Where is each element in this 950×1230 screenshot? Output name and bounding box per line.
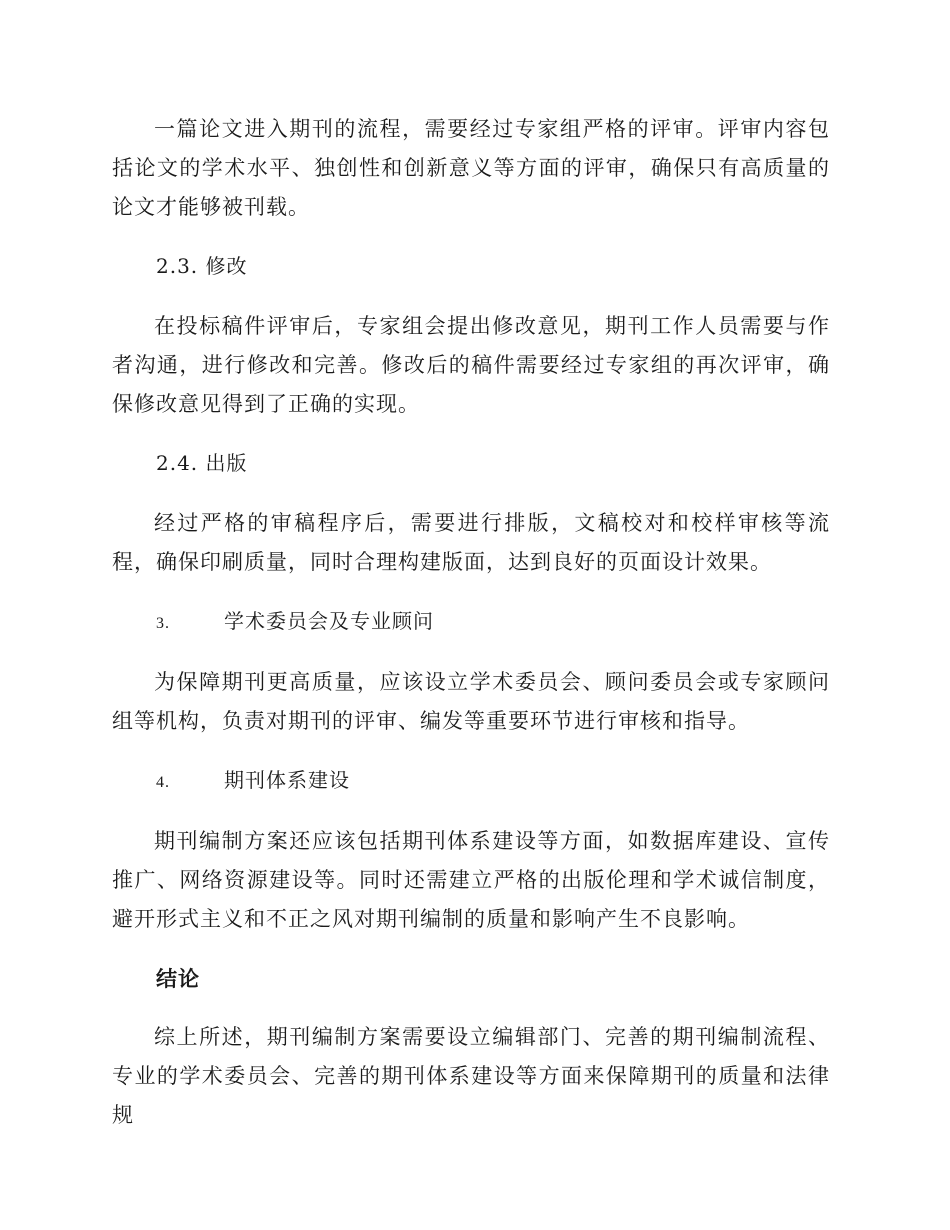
paragraph-committee: 为保障期刊更高质量，应该设立学术委员会、顾问委员会或专家顾问组等机构，负责对期刊的评审、编发等重要环节进行审核和指导。 [112,670,830,733]
section-heading-2-4 [112,444,830,484]
paragraph-review: 一篇论文进入期刊的流程，需要经过专家组严格的评审。评审内容包括论文的学术水平、独创性和创新意义等方面的评审，确保只有高质量的论文才能够被刊载。 [112,117,830,219]
section-number-3: 3. [156,615,170,632]
section-title-4: 期刊体系建设 [224,768,350,792]
section-heading-3 [112,602,830,643]
paragraph-conclusion: 综上所述，期刊编制方案需要设立编辑部门、完善的期刊编制流程、专业的学术委员会、完善的期刊体系建设等方面来保障期刊的质量和法律规 [112,1025,830,1127]
section-number-4: 4. [156,774,170,791]
paragraph-revision: 在投标稿件评审后，专家组会提出修改意见，期刊工作人员需要与作者沟通，进行修改和完善。修改后的稿件需要经过专家组的再次评审，确保修改意见得到了正确的实现。 [112,314,830,416]
paragraph-system-building: 期刊编制方案还应该包括期刊体系建设等方面，如数据库建设、宣传推广、网络资源建设等。同时还需建立严格的出版伦理和学术诚信制度，避开形式主义和不正之风对期刊编制的质量和影响产生不良影响。 [112,829,830,931]
conclusion-heading: 结论 [156,966,200,991]
paragraph-publishing: 经过严格的审稿程序后，需要进行排版，文稿校对和校样审核等流程，确保印刷质量，同时合理构建版面，达到良好的页面设计效果。 [112,511,830,574]
section-heading-2-3-text: 2.3. 修改 [156,254,248,278]
section-heading-2-3 [112,247,830,287]
section-title-3: 学术委员会及专业顾问 [224,609,434,633]
section-heading-4 [112,761,830,802]
section-heading-2-4-text: 2.4. 出版 [156,451,248,475]
